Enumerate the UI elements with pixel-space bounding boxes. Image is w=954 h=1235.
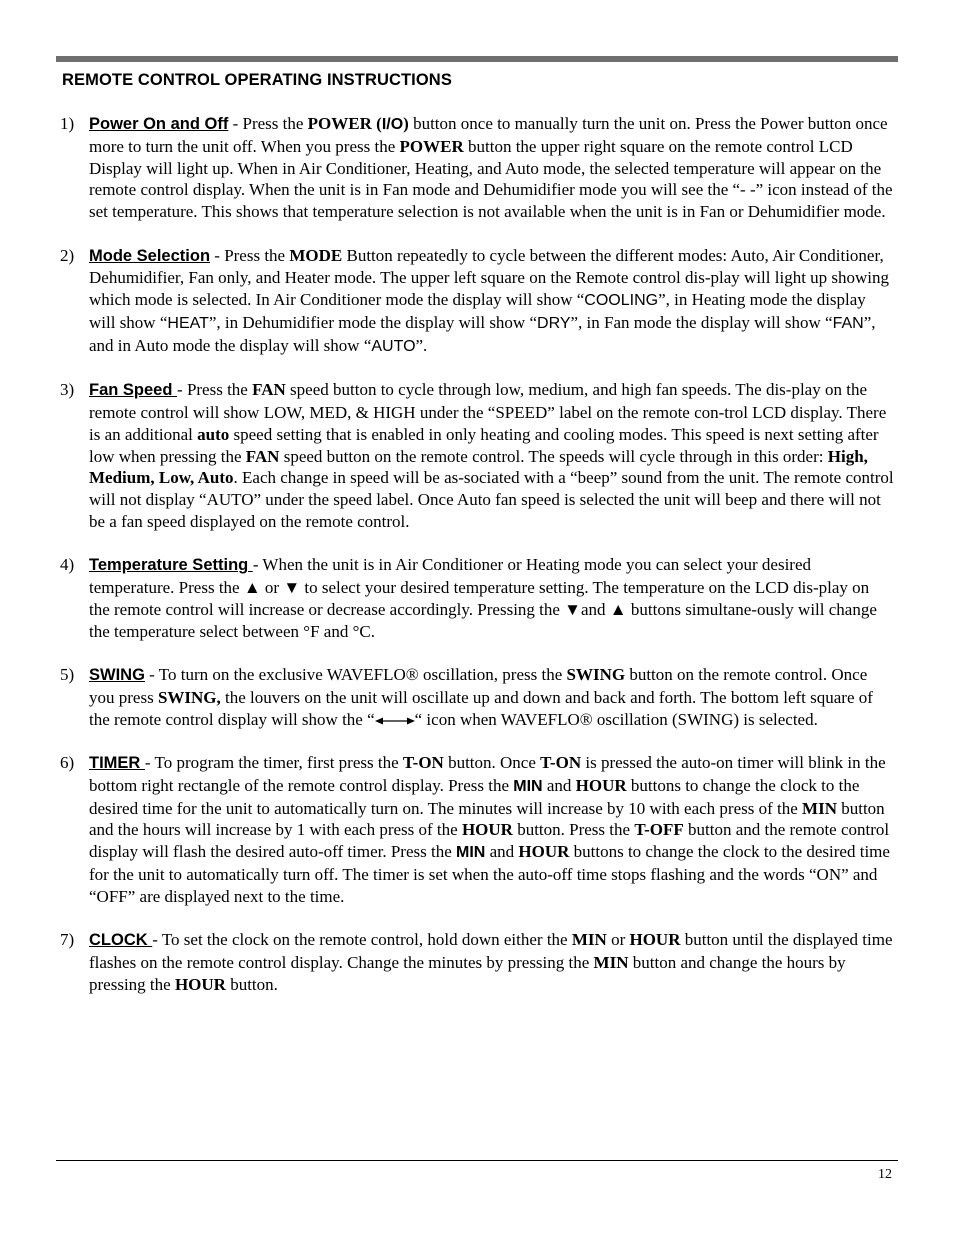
text: - To program the timer, first press the xyxy=(144,753,403,773)
bold-text: auto xyxy=(197,424,230,444)
text: - Press the xyxy=(210,245,290,265)
text: button until the displayed time flashes on the remote control display. Change the minutes by pressing the xyxy=(89,930,893,973)
bold-text: MIN xyxy=(456,844,486,862)
text: speed setting that is enabled in only heating and cooling modes. This speed is next setting after low when pressing the xyxy=(89,424,879,466)
bold-text: ) xyxy=(403,114,409,133)
bold-text: FAN xyxy=(252,380,286,400)
text: and xyxy=(485,842,519,862)
display-word: COOLING xyxy=(584,292,659,310)
text: button. xyxy=(225,974,278,994)
text: - When the unit is in Air Conditioner or Heating mode you can select your desired temperature. Press the ▲ or ▼ to select your desired temperature setting. The temperature on the LCD dis-play on the remote control will increase or decrease accordingly. Pressing the ▼and ▲ buttons simultane-ously will change the temperature select between °F and °C. xyxy=(89,555,877,641)
item-title: Power On and Off xyxy=(89,115,229,133)
bold-text: HOUR xyxy=(629,930,681,950)
item-number: 7) xyxy=(60,930,75,950)
text: Button repeatedly to cycle between the different modes: Auto, Air Conditioner, Dehumidifier, Fan only, and Heater mode. The upper left square on the Remote control dis-play will light up showing which mode is selected. In Air Conditioner mode the display will show “ xyxy=(89,245,890,310)
text: - To set the clock on the remote control, hold down either the xyxy=(152,930,572,950)
text: speed button to cycle through low, medium, and high fan speeds. The dis-play on the remote control will show LOW, MED, & HIGH under the “SPEED” label on the remote con-trol LCD display. There is an additional xyxy=(89,380,887,444)
item-number: 6) xyxy=(60,753,75,773)
item-title: Fan Speed xyxy=(89,381,178,400)
text: and xyxy=(542,775,576,795)
text: ”. xyxy=(415,335,428,355)
display-word: FAN xyxy=(832,314,864,332)
item-title: Mode Selection xyxy=(89,246,211,265)
bottom-rule xyxy=(56,1160,898,1161)
text: - Press the xyxy=(228,114,308,133)
bold-text: MIN xyxy=(593,953,629,973)
bold-text: HOUR xyxy=(461,820,513,840)
list-item-clock xyxy=(60,929,894,995)
text: button and the remote control display will flash the desired auto-off timer. Press the xyxy=(89,820,890,862)
display-word: HEAT xyxy=(167,314,209,332)
text: ”, in Dehumidifier mode the display will show “ xyxy=(208,312,538,332)
item-title: SWING xyxy=(89,666,145,685)
text: button. Press the xyxy=(512,820,635,840)
bold-text: High, Medium, Low, Auto xyxy=(89,446,868,488)
text: is pressed the auto-on timer will blink in the bottom right rectangle of the remote control display. Press the xyxy=(89,753,886,795)
item-title: CLOCK xyxy=(89,931,153,950)
bold-text: POWER xyxy=(399,136,464,156)
item-title: Temperature Setting xyxy=(89,556,253,575)
bold-text: HOUR xyxy=(174,974,226,994)
item-title: TIMER xyxy=(89,754,145,773)
text: the louvers on the unit will oscillate up and down and back and forth. The bottom left square of the remote control display will show the “ xyxy=(89,687,873,729)
list-item-swing xyxy=(60,664,894,730)
list-item-power xyxy=(60,113,894,223)
text: or xyxy=(606,930,630,950)
bold-text: POWER ( xyxy=(307,114,382,133)
text: buttons to change the clock to the desired time for the unit to automatically turn on. The minutes will increase by 10 with each press of the xyxy=(89,775,860,818)
bold-text: HOUR xyxy=(518,842,570,862)
text: button. Once xyxy=(443,753,541,773)
text: - Press the xyxy=(177,380,253,400)
item-number: 1) xyxy=(60,114,75,133)
bold-text: HOUR xyxy=(575,775,627,795)
bold-text: SWING, xyxy=(157,687,221,707)
text: ”, in Fan mode the display will show “ xyxy=(570,312,833,332)
text: button once to manually turn the unit on. Press the Power button once more to turn the unit off. When you press the xyxy=(89,114,888,156)
bold-text: T-ON xyxy=(540,753,582,773)
page-number: 12 xyxy=(878,1167,892,1182)
text: buttons to change the clock to the desired time for the unit to automatically turn off. The timer is set when the auto-off time stops flashing and the words “ON” and “OFF” are displayed next to the time. xyxy=(89,842,890,906)
list-item-temperature xyxy=(60,554,894,642)
item-number: 4) xyxy=(60,555,75,575)
bold-text: MIN xyxy=(802,798,837,818)
list-item-mode xyxy=(60,245,894,358)
bold-text: SWING xyxy=(566,665,626,685)
text: button the upper right square on the remote control LCD Display will light up. When in Air Conditioner, Heating, and Auto mode, the selected temperature will appear on the remote control display. When the unit is in Fan mode and Dehumidifier mode you will see the “- -” icon instead of the set temperature. This shows that temperature selection is not available when the unit is in Fan or Dehumidifier mode. xyxy=(89,136,893,222)
text: . Each change in speed will be as-sociated with a “beep” sound from the unit. The remote control will not display “AUTO” under the speed label. Once Auto fan speed is selected the unit will beep and there will not be a fan speed displayed on the remote control. xyxy=(89,468,894,531)
text: button on the remote control. Once you press xyxy=(89,665,868,707)
top-rule xyxy=(56,56,898,62)
display-word: AUTO xyxy=(371,337,416,355)
item-number: 3) xyxy=(60,380,75,400)
text: “ icon when WAVEFLO® oscillation (SWING) is selected. xyxy=(414,709,818,729)
bold-text: MIN xyxy=(571,930,607,950)
text: ”, in Heating mode the display will show “ xyxy=(89,290,866,332)
text: speed button on the remote control. The speeds will cycle through in this order: xyxy=(279,446,828,466)
page-heading: REMOTE CONTROL OPERATING INSTRUCTIONS xyxy=(62,71,452,89)
list-item-timer xyxy=(60,752,894,908)
bold-text: T-OFF xyxy=(634,820,684,840)
text: ”, and in Auto mode the display will show “ xyxy=(89,312,876,355)
bold-text: FAN xyxy=(245,446,280,466)
text: button and the hours will increase by 1 with each press of the xyxy=(89,798,885,840)
bold-text: I/O xyxy=(381,116,404,133)
bold-text: MODE xyxy=(289,245,343,265)
item-number: 2) xyxy=(60,245,75,265)
list-item-fan-speed xyxy=(60,379,894,533)
double-arrow-icon xyxy=(375,716,415,726)
text: button and change the hours by pressing the xyxy=(89,953,846,994)
display-word: DRY xyxy=(537,314,571,332)
instruction-list xyxy=(60,113,894,1017)
text: - To turn on the exclusive WAVEFLO® oscillation, press the xyxy=(144,665,567,685)
bold-text: T-ON xyxy=(402,753,444,773)
bold-text: MIN xyxy=(513,777,543,795)
item-number: 5) xyxy=(60,665,75,685)
